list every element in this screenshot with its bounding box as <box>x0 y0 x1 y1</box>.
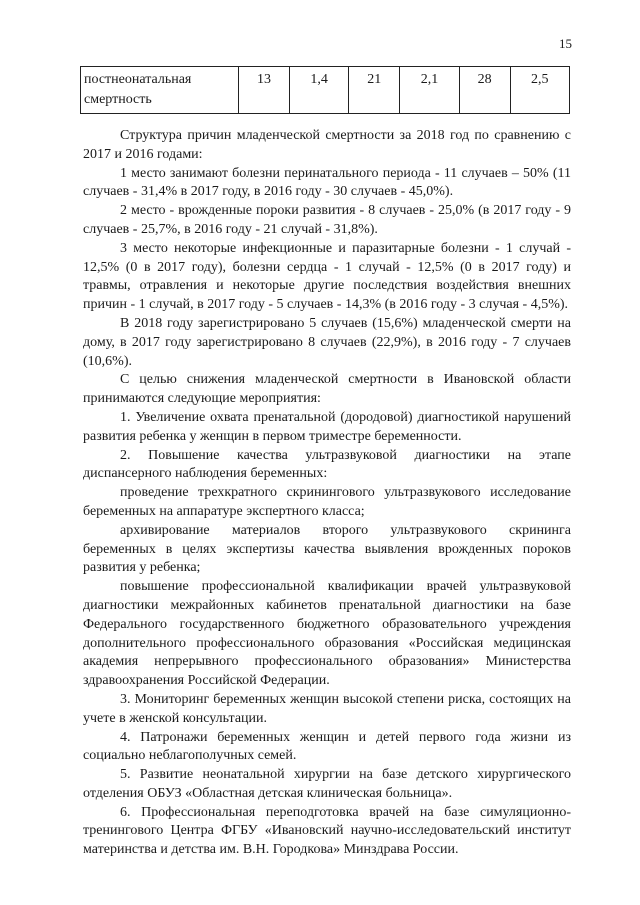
paragraph-measure-2b: архивирование материалов второго ультразвукового скрининга беременных в целях экспертизы качества выявления врожденных пороков развития у ребенка; <box>83 522 571 576</box>
mortality-table <box>80 66 570 114</box>
table-cell: 2,5 <box>510 67 569 114</box>
table-row <box>81 67 570 114</box>
paragraph-measure-6: 6. Профессиональная переподготовка врачей на базе симуляционно-тренингового Центра ФГБУ «Ивановский научно-исследовательский институт материнства и детства им. В.Н. Городкова» Минздрава России. <box>83 804 571 858</box>
table-cell: 2,1 <box>400 67 459 114</box>
paragraph-measure-2: 2. Повышение качества ультразвуковой диагностики на этапе диспансерного наблюдения беременных: <box>83 447 571 482</box>
paragraph-measure-2c: повышение профессиональной квалификации врачей ультразвуковой диагностики межрайонных кабинетов пренатальной диагностики на базе Федерального государственного бюджетного образовательного учреждения дополнительного профессионального образования «Российская медицинская академия непрерывного профессионального образования» Министерства здравоохранения Российской Федерации. <box>83 579 571 689</box>
document-body <box>83 127 571 860</box>
paragraph-measure-3: 3. Мониторинг беременных женщин высокой степени риска, состоящих на учете в женской консультации. <box>83 691 571 726</box>
paragraph-measure-2a: проведение трехкратного скринингового ультразвукового исследование беременных на аппаратуре экспертного класса; <box>83 485 571 519</box>
page-number: 15 <box>559 36 572 51</box>
paragraph-intro: Структура причин младенческой смертности за 2018 год по сравнению с 2017 и 2016 годами: <box>83 128 571 162</box>
paragraph-home-deaths: В 2018 году зарегистрировано 5 случаев (15,6%) младенческой смерти на дому, в 2017 году зарегистрировано 8 случаев (22,9%), в 2016 году - 7 случаев (10,6%). <box>83 315 571 369</box>
paragraph-measure-1: 1. Увеличение охвата пренатальной (дородовой) диагностикой нарушений развития ребенка у женщин в первом триместре беременности. <box>83 409 571 444</box>
paragraph-measures-intro: С целью снижения младенческой смертности в Ивановской области принимаются следующие мероприятия: <box>83 372 571 407</box>
table-cell: 28 <box>459 67 510 114</box>
paragraph-measure-5: 5. Развитие неонатальной хирургии на базе детского хирургического отделения ОБУЗ «Областная детская клиническая больница». <box>83 767 571 801</box>
table-cell: 13 <box>239 67 290 114</box>
table-row-label: постнеонатальная смертность <box>81 67 239 114</box>
paragraph-place-1: 1 место занимают болезни перинатального периода - 11 случаев – 50% (11 случаев - 31,4% в 2017 году, в 2016 году - 30 случаев - 45,0%). <box>83 165 571 200</box>
table-cell: 21 <box>349 67 400 114</box>
paragraph-place-3: 3 место некоторые инфекционные и паразитарные болезни - 1 случай - 12,5% (0 в 2017 году), болезни сердца - 1 случай - 12,5% (0 в 2017 году) и травмы, отравления и некоторые другие последствия воздействия внешних причин - 1 случай, в 2017 году - 5 случаев - 14,3% (в 2016 году - 3 случая - 4,5%). <box>83 240 571 313</box>
paragraph-measure-4: 4. Патронажи беременных женщин и детей первого года жизни из социально неблагополучных семей. <box>83 729 571 764</box>
paragraph-place-2: 2 место - врожденные пороки развития - 8 случаев - 25,0% (в 2017 году - 9 случаев - 25,7%, в 2016 году - 21 случай - 31,8%). <box>83 203 571 237</box>
table-cell: 1,4 <box>289 67 348 114</box>
